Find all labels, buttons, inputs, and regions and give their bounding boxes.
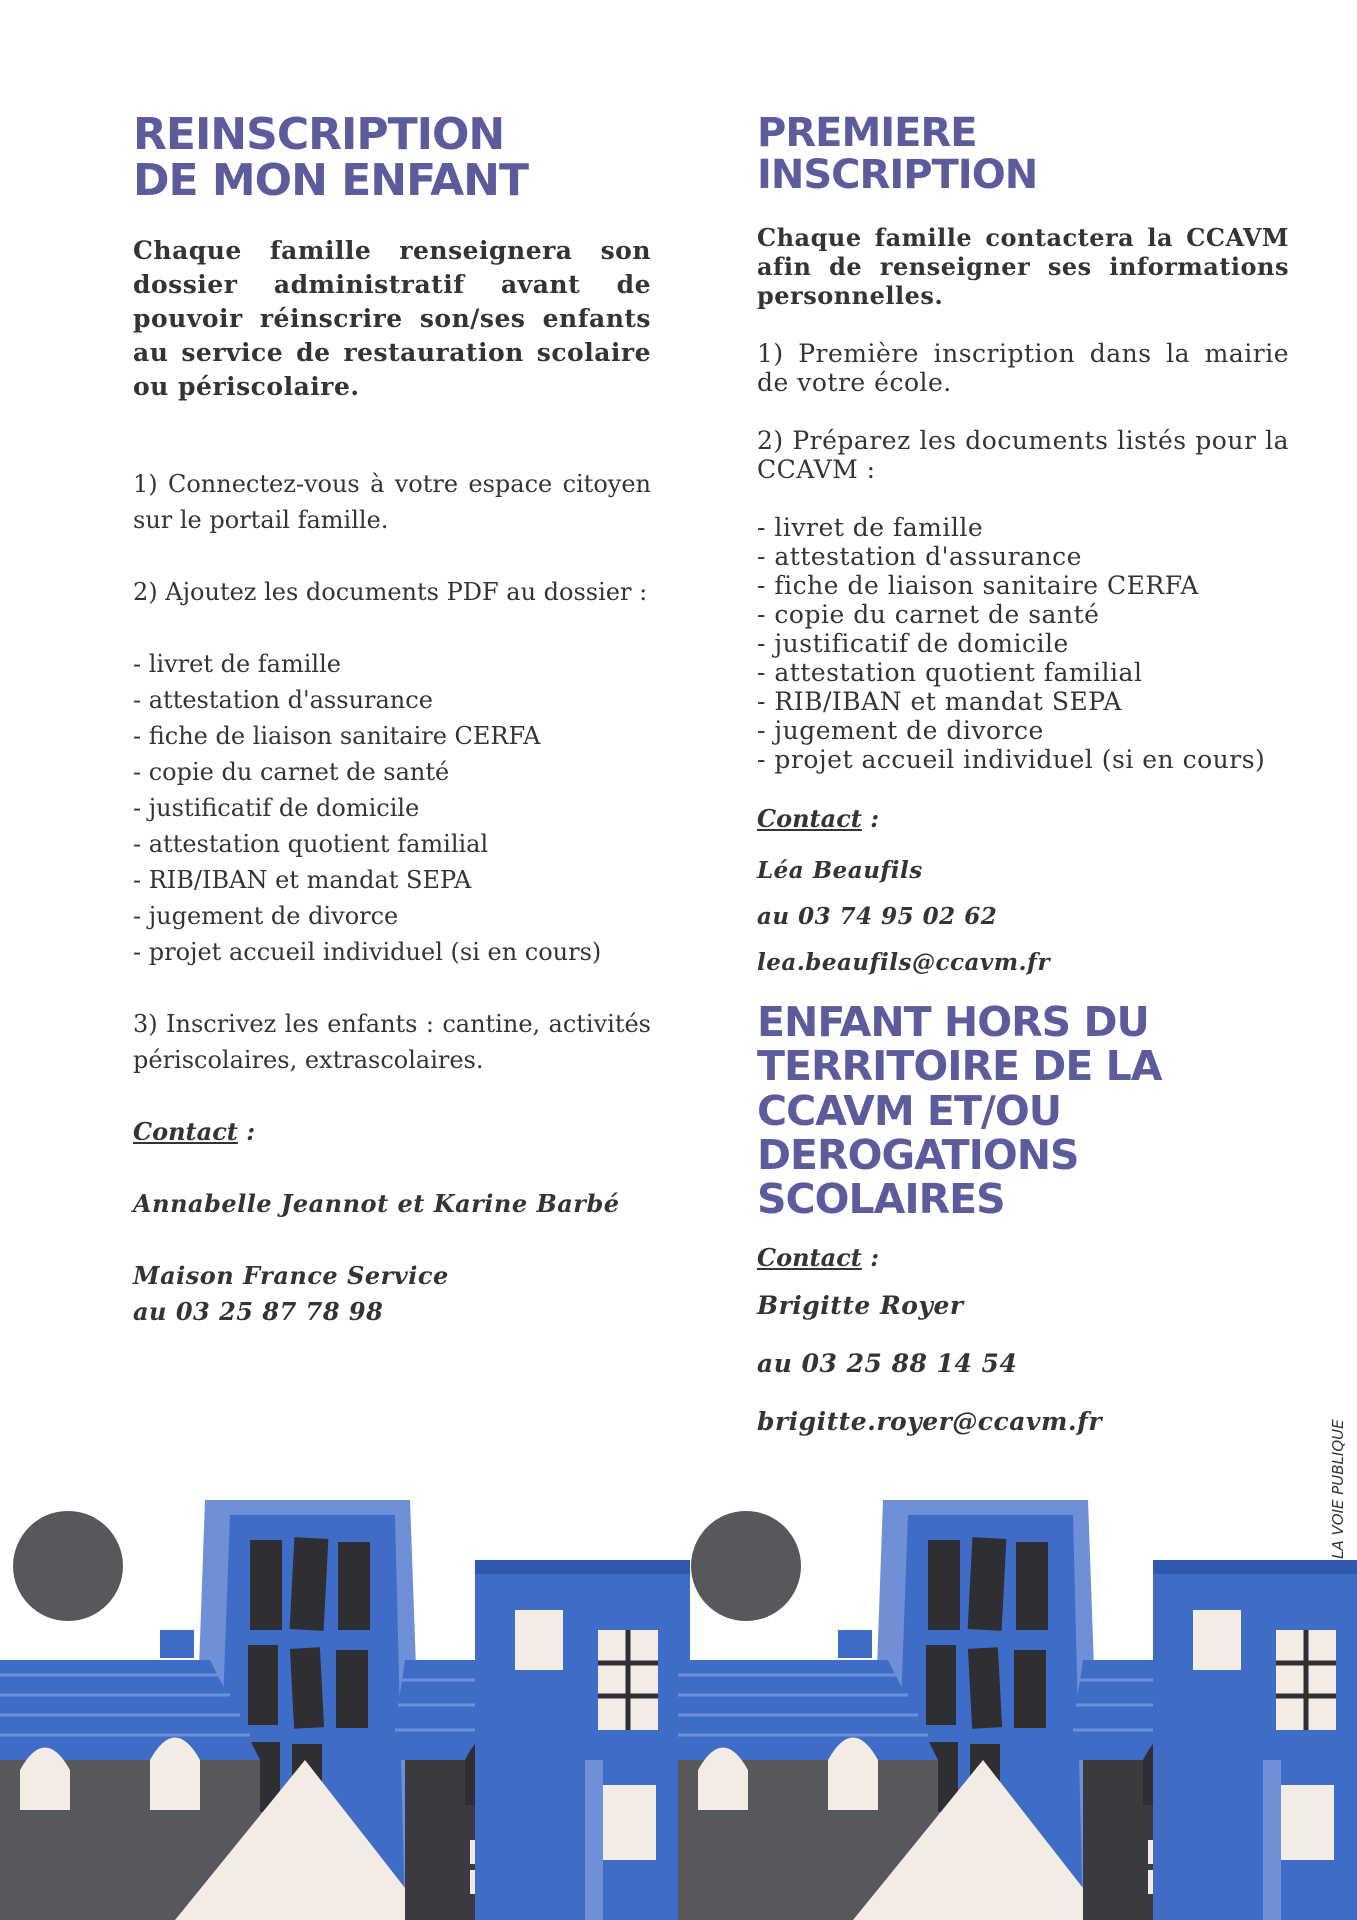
title-line: DE MON ENFANT bbox=[133, 155, 529, 207]
title-line: DEROGATIONS bbox=[757, 1130, 1079, 1179]
list-item: - attestation quotient familial bbox=[133, 830, 489, 859]
list-item: - copie du carnet de santé bbox=[133, 758, 450, 787]
title-line: CCAVM ET/OU bbox=[757, 1086, 1062, 1135]
contact-phone: au 03 25 88 14 54 bbox=[757, 1349, 1018, 1379]
list-item: - attestation d'assurance bbox=[133, 686, 433, 715]
step-2: 2) Préparez les documents listés pour la CCAVM : bbox=[757, 426, 1289, 484]
contact-names: Annabelle Jeannot et Karine Barbé bbox=[133, 1189, 620, 1219]
contact-phone: au 03 74 95 02 62 bbox=[757, 903, 998, 930]
list-item: - fiche de liaison sanitaire CERFA bbox=[757, 571, 1199, 600]
contact-phone: au 03 25 87 78 98 bbox=[133, 1297, 384, 1327]
left-column bbox=[133, 109, 651, 1330]
contact-place: Maison France Service bbox=[133, 1261, 449, 1291]
step-2: 2) Ajoutez les documents PDF au dossier : bbox=[133, 578, 648, 607]
step-1: 1) Première inscription dans la mairie de votre école. bbox=[757, 339, 1289, 397]
premiere-lead: Chaque famille contactera la CCAVM afin de renseigner ses informations personnelles. bbox=[757, 223, 1289, 310]
premiere-inscription-title bbox=[757, 112, 1289, 196]
title-line: TERRITOIRE DE LA bbox=[757, 1042, 1162, 1091]
contact-heading bbox=[757, 804, 1289, 834]
title-line: INSCRIPTION bbox=[757, 152, 1038, 198]
list-item: - projet accueil individuel (si en cours) bbox=[757, 745, 1266, 774]
contact-colon: : bbox=[237, 1117, 256, 1147]
title-line: PREMIERE bbox=[757, 110, 977, 156]
contact-email[interactable]: lea.beaufils@ccavm.fr bbox=[757, 949, 1051, 976]
contact-colon: : bbox=[861, 1243, 880, 1273]
list-item: - justificatif de domicile bbox=[133, 794, 420, 823]
list-item: - jugement de divorce bbox=[133, 902, 399, 931]
list-item: - justificatif de domicile bbox=[757, 629, 1069, 658]
list-item: - projet accueil individuel (si en cours) bbox=[133, 938, 602, 967]
contact-heading bbox=[757, 1243, 1289, 1273]
contact-colon: : bbox=[861, 804, 880, 833]
list-item: - attestation quotient familial bbox=[757, 658, 1143, 687]
list-item: - RIB/IBAN et mandat SEPA bbox=[757, 687, 1122, 716]
list-item: - RIB/IBAN et mandat SEPA bbox=[133, 866, 472, 895]
contact-email[interactable]: brigitte.royer@ccavm.fr bbox=[757, 1407, 1103, 1437]
contact-heading bbox=[133, 1114, 651, 1150]
document-list bbox=[757, 513, 1289, 774]
list-item: - fiche de liaison sanitaire CERFA bbox=[133, 722, 541, 751]
contact-name: Léa Beaufils bbox=[757, 857, 923, 884]
list-item: - copie du carnet de santé bbox=[757, 600, 1100, 629]
houses-illustration bbox=[0, 1460, 1357, 1920]
contact-label: Contact bbox=[757, 1243, 862, 1273]
title-line: ENFANT HORS DU bbox=[757, 998, 1149, 1046]
document-list bbox=[133, 646, 651, 970]
list-item: - livret de famille bbox=[133, 650, 341, 679]
hors-territoire-title bbox=[757, 998, 1289, 1224]
step-3: 3) Inscrivez les enfants : cantine, activités périscolaires, extrascolaires. bbox=[133, 1010, 651, 1075]
reinscription-title bbox=[133, 109, 651, 207]
contact-label: Contact bbox=[133, 1117, 238, 1147]
list-item: - attestation d'assurance bbox=[757, 542, 1082, 571]
title-line: SCOLAIRES bbox=[757, 1175, 1005, 1224]
contact-label: Contact bbox=[757, 804, 862, 833]
list-item: - livret de famille bbox=[757, 513, 984, 542]
contact-name: Brigitte Royer bbox=[757, 1291, 964, 1321]
reinscription-lead: Chaque famille renseignera son dossier administratif avant de pouvoir réinscrire son/ses enfants au service de restauration scolaire ou périscolaire. bbox=[133, 236, 651, 402]
list-item: - jugement de divorce bbox=[757, 716, 1044, 745]
right-column bbox=[757, 112, 1289, 1451]
step-1: 1) Connectez-vous à votre espace citoyen sur le portail famille. bbox=[133, 470, 651, 535]
title-line: REINSCRIPTION bbox=[133, 109, 505, 160]
